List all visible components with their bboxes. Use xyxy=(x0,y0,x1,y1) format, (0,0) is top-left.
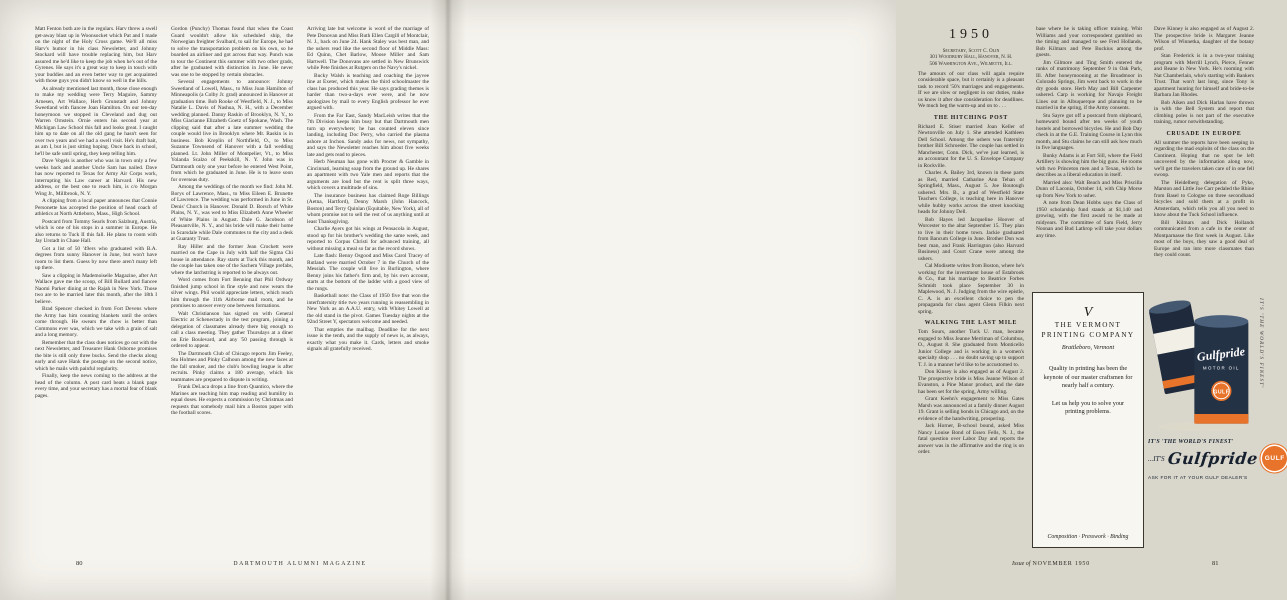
advertiser-city: Brattleboro, Vermont xyxy=(1061,344,1115,351)
section-heading: THE HITCHING POST xyxy=(933,114,1009,121)
paragraph: Bunky Adams is at Fort Sill, where the Field Artillery is showing him the big guns. He rooms with two Princeton men and a Texan, which he describes as a liberal education in itself. xyxy=(1036,152,1142,178)
vertical-slogan: IT'S 'THE WORLD'S FINEST' xyxy=(1258,298,1264,389)
left-page-number: 80 xyxy=(76,560,83,567)
paragraph: The Heidelberg delegation of Pyke, Marston and Little Joe Carr pedaled the Rhine from Basel to Cologne on three secondhand bicycles and sold them at a profit in Amsterdam, which tells you all you need to know about the Tuck School influence. xyxy=(1154,179,1254,218)
paragraph: Word comes from Fort Benning that Phil Ordway finished jump school in fine style and now wears the silver wings. Phil would appreciate letters, which reach him through the 11th Airborne mail room, and he promises to answer every one between formations. xyxy=(171,277,293,309)
paragraph: Matt Fenton both are in the regulars. Harv threw a swell get-away blast up in Woonsocket which Pat and I made on the night of the Holy Cross game. We'll all miss Harv's humor in his class Newsletter, and Johnny Stockard will have trouble replacing him, but Harv assured me he'd like to keep the job when he's out of the Gyrenes. He says it's a great way to keep in touch with your buddies and an even better way to get acquainted with those guys you didn't know so well in the hills. xyxy=(35,26,157,84)
left-column-3 xyxy=(307,26,429,544)
paragraph: Bob Aiken and Dick Harlan have thrown in with the Bell System and report that climbing poles is not part of the executive training, rumor notwithstanding. xyxy=(1154,99,1254,125)
paragraph: Several engagements to announce: Johnny Sweetland of Lowell, Mass., to Miss Joan Hamilton of Minneapolis (a Colby Jr. grad) announced in Hanover at graduation time. Bob Rooke of Westfield, N. J., to Miss Natalie L. Davis of Nashua, N. H., with a December wedding planned. Danny Raskin of Brooklyn, N. Y., to Miss Giacianne Elizabeth Goetz of Spokane, Wash. The clipping said that after a late summer wedding the couple would live in Brooklyn where Mr. Raskin is in business. Bob Kreplin of Northfield, O., to Miss Suzanne Townsend of Hanover with a fall wedding planned. Lt. John Miller of Montpelier, Vt., to Miss Yolanda Scalzo of Peekskill, N. Y. John was in Dartmouth only one year before he entered West Point, from which he graduated in June. He is to leave soon for overseas duty. xyxy=(171,79,293,183)
paragraph: Ray Hiller and the former Jean Crockett were married on the Cape in July with half the Sigma Chi house in attendance. Ray starts at Tuck this month, and the couple has taken one of the Sachem Village prefabs, where the latchstring is reported to be always out. xyxy=(171,243,293,276)
printers-mark-icon: V xyxy=(1083,305,1093,320)
paragraph: Jim Gilmore and Ting Smith entered the ranks of matrimony September 9 in Oak Park, Ill. After honeymooning at the Broadmoor in Colorado Springs, Jim went back to work in the dry goods store. Herb May and Bill Carpenter ushered. Carp is working for Navajo Freight Lines out in Albuquerque and planning to be married in the spring, if the Army consents. xyxy=(1036,59,1142,111)
oil-cans-illustration xyxy=(1150,286,1258,434)
left-page xyxy=(0,0,448,600)
paragraph: Postcard from Tommy Searls from Salzburg, Austria, which is one of his stops in a summer in Europe. He also returns to Tuck II this fall. He plans to room with Jay Urstadt in Chase Hall. xyxy=(35,218,157,244)
its-lead-in: ...IT'S xyxy=(1148,454,1165,463)
paragraph: Cal Modisette writes from Boston, where he's working for the investment house of Estabrook & Co., that his marriage to Beatrice Forbes Schmidt took place September 30 in Maplewood, N. J. Judging from the wire epistle, C. A. is an excellent choice to pen the propaganda for class agent Glenn Filkin next spring. xyxy=(918,263,1024,315)
ad-services-line: Composition · Presswork · Binding xyxy=(1047,534,1129,540)
left-column-2 xyxy=(171,26,293,544)
paragraph: Gordon (Punchy) Thomas found that when the Coast Guard wouldn't allow his scheduled ship, the Norwegian freighter Svalbard, to sail for Europe, he had to solve the transportation problem on his own, so he boarded an airliner and got across that way. Punch was to tour the Continent this summer with two other grads, after he graduated with distinction in June. He never was one to be stopped by certain obstacles. xyxy=(171,26,293,78)
paragraph: The amours of our class will again require considerable space, but it certainly is a pleasant task to record '50's marriages and engagements. If we are slow or negligent in our duties, make us know it after due consideration for deadlines. We much beg the warm-up and on to . . . xyxy=(918,70,1024,110)
paragraph: Married also: Walt Beach and Miss Priscilla Dunn of Laconia, October 14, with Chip Morse up from New York to usher. xyxy=(1036,179,1142,199)
paragraph: Jack Horner, B-school bound, asked Miss Nancy Louise Bond of Essex Fells, N. J., the fatal question over Labor Day and reports the answer was in the affirmative and the ring is on order. xyxy=(918,423,1024,456)
ad-body-text: Quality in printing has been the keynote of our master craftsmen for nearly half a century. xyxy=(1043,365,1133,390)
class-1950-column xyxy=(918,26,1024,546)
advertiser-name: THE VERMONT xyxy=(1054,321,1122,329)
paragraph: Herb Neuman has gone with Procter & Gamble in Cincinnati, learning soap from the ground up. He shares an apartment with two Yale men and reports that the arguments are loud but the rent is split three ways, which covers a multitude of sins. xyxy=(307,159,429,191)
right-page xyxy=(448,0,1285,600)
ad-slogan: IT'S 'THE WORLD'S FINEST' xyxy=(1148,439,1234,445)
paragraph: Don Kinsey is also engaged as of August 2. The prospective bride is Miss Jeanne Wilson of Evanston, a Pine Manor product, and the date has been set for the spring, Army willing. xyxy=(918,369,1024,395)
paragraph: Finally, keep the news coming to the address at the head of the column. A post card beats a blank page every time, and your secretary has a mortal fear of blank pages. xyxy=(35,373,157,399)
section-heading: WALKING THE LAST MILE xyxy=(924,320,1018,327)
paragraph: The insurance business has claimed Roge Billings (Aetna, Hartford), Denny Marsh (John Hancock, Boston) and Terry Quinlan (Equitable, New York), all of whom promise not to sell the rest of us anything until at least Thanksgiving. xyxy=(307,192,429,225)
paragraph: Among the weddings of the month we find: John M. Borys of Lawrence, Mass., to Miss Eileen E. Brunette of Lawrence. The wedding was performed in June in St. Denis' Church in Hanover. Donald D. Borsch of White Plains, N. Y., was wed to Miss Elizabeth Anne Wheeler of White Plains in August. Dale G. Jacobson of Pleasantville, N. Y., and his bride will make their home in Scarsdale while Dale commutes to the city and a desk at Guaranty Trust. xyxy=(171,184,293,242)
paragraph: Arriving late but welcome is word of the marriage of Pete Donovan and Miss Ruth Ellen Cargill of Montclair, N. J., back on June 24. Hank Staley was best man, and the ushers read like the second floor of Middle Mass: Ed Quinn, Chet Barlow, Moose Miller and Sam Hartwell. The Donovans are settled in New Brunswick while Pete finishes at Rutgers on the Navy's nickel. xyxy=(307,26,429,71)
ad-body-text: Let us help you to solve your printing problems. xyxy=(1051,399,1125,416)
paragraph: Saw a clipping in Mademoiselle Magazine, after Art Wallace gave me the scoop, of Bill Bullard and fiancee Naomi Parker dining at the Rajah in New York. Those two are to be married later this month, after the 18th I believe. xyxy=(35,272,157,305)
can-gulf-logo-text: GULF xyxy=(1213,389,1230,396)
right-page-number: 81 xyxy=(1212,560,1219,567)
section-heading: CRUSADE IN EUROPE xyxy=(1166,130,1242,137)
paragraph: Got a list of 50 '49ers who graduated with B.A. degrees from sunny Hanover in June, but won't have room to list them. Guess by now there aren't many left up there. xyxy=(35,245,157,271)
paragraph: Charlie Ayers got his wings at Pensacola in August, stood up for his brother's wedding the same week, and reported to Corpus Christi for advanced training, all without missing a meal so far as the record shows. xyxy=(307,226,429,252)
paragraph: Tom Sours, another Tuck U. man, became engaged to Miss Jeanne Merriman of Columbus, O., August 8. She graduated from Monticello Junior College and is working in a women's specialty shop . . . no doubt saving up to support T. J. in a manner he'd like to be accustomed to. xyxy=(918,329,1024,368)
secretary-line: 301 Woodbury Hall, Hanover, N. H. xyxy=(929,54,1013,61)
right-column-3 xyxy=(1154,26,1254,280)
paragraph: The Dartmouth Club of Chicago reports Jim Feeley, Stu Holmes and Pinky Calhoun among the new faces at the fall smoker, and the club's bowling league is after recruits. Pinky claims a 180 average, which his teammates are prepared to dispute in writing. xyxy=(171,350,293,383)
paragraph: A note from Dean Hobbs says the Class of 1950 scholarship fund stands at $1,140 and growing, with the first award to be made at midyears. The committee of Sam Field, Jerry Noonan and Bud Lathrop will take your dollars any time. xyxy=(1036,200,1142,239)
gulfpride-ad xyxy=(1148,286,1285,552)
advertiser-name: PRINTING COMPANY xyxy=(1041,330,1135,339)
paragraph: Dave Kinney is also engaged as of August 2. The prospective bride is Margaret Jeanne Wilson of Winnetka, daughter of the botany prof. xyxy=(1154,26,1254,52)
left-column-1 xyxy=(35,26,157,544)
paragraph: Grant Keehn's engagement to Miss Gates Marsh was announced at a family dinner August 19. Grant is selling bonds in Chicago and, on the evidence of the handwriting, prospering. xyxy=(918,396,1024,422)
gulf-disc-logo xyxy=(1262,446,1287,471)
paragraph: Charles A. Bailey 3rd, known in these parts as Red, married Catharine Ann Tehan of Springfield, Mass., August 5. Joe Boutough ushered. Mrs. B., a grad of Westfield State Teachers College, is teaching here in Hanover while hubby works across the street knocking heads for Johnny Dell. xyxy=(918,170,1024,216)
paragraph: From the Far East, Sandy MacLeish writes that the 7th Division keeps him busy but that Dartmouth men turn up everywhere; he has counted eleven since landing, including Doc Perry, who carried the plasma ashore at Inchon. Sandy asks for news, not sympathy, and says the Newsletter reaches him about five weeks late and gets read to pieces. xyxy=(307,112,429,158)
paragraph: Brad Spencer checked in from Fort Devens where the Army has him counting blankets until the orders come through. He swears the chow is better than Commons ever was, which we take with a grain of salt and a long memory. xyxy=(35,306,157,338)
gulfpride-script-logo: Gulfpride xyxy=(1167,449,1260,468)
paragraph: Stu Sayre got off a postcard from shipboard, homeward bound after ten weeks of youth hostels and borrowed bicycles. He and Bob Day check in at the G.E. Training Course in Lynn this month, and Stu claims he can still ask how much in five languages. xyxy=(1036,112,1142,151)
right-column-2 xyxy=(1036,26,1142,280)
secretary-line: 506 Washington Ave., Wilmette, Ill. xyxy=(929,60,1013,67)
paragraph: Bucky Walsh is teaching and coaching the jayvee line at Exeter, which makes the third schoolmaster the class has produced this year. He says grading themes is harder than two-a-days ever were, and he now apologizes by mail to every English professor he ever argued with. xyxy=(307,72,429,111)
vermont-printing-ad xyxy=(1032,292,1144,548)
paragraph: Walt Christianson has signed on with General Electric at Schenectady in the test program, joining a delegation of classmates already there big enough to call a class meeting. They gather Thursdays at a diner on Erie Boulevard, and any '50 passing through is ordered to appear. xyxy=(171,310,293,349)
ad-ask-line: ASK FOR IT AT YOUR GULF DEALER'S xyxy=(1148,475,1248,480)
issue-line xyxy=(966,561,1136,567)
paragraph: All summer the reports have been seeping in regarding the mad exploits of the class on the Continent. Hoping that no spot be left uncovered by the information along now, we'll get the travelers taken care of in one fell swoop. xyxy=(1154,139,1254,178)
paragraph: base where he is taking officer training. Whit Williams and your correspondent gambled on the timing and managed to see Fred Hollands, Bob Kilmars and Pete Buckius among the guests. xyxy=(1036,26,1142,58)
paragraph: Bob Hayes led Jacqueline Hoover of Worcester to the altar September 15. They plan to live in their home town. Jackie graduated from Bancum College in June. Brother Don was best man, and Frank Harrington (also Harvard Business) and Court Crane were among the ushers. xyxy=(918,216,1024,262)
paragraph: Basketball note: the Class of 1950 five that won the interfraternity title two years running is reassembling in New York as an A.A.U. entry, with Whitey Lowell at the old stand in the pivot. Games Tuesday nights at the 92nd Street Y, spectators welcome and needed. xyxy=(307,293,429,325)
paragraph: Frank DeLuca drops a line from Quantico, where the Marines are teaching him map reading and humility in equal doses. He expects a commission by Christmas and requests that somebody mail him a Boston paper with the football scores. xyxy=(171,384,293,416)
can-motor-oil-text: MOTOR OIL xyxy=(1202,365,1240,371)
gulf-disc-text: GULF xyxy=(1264,455,1285,462)
can-brand-text: Gulfpride xyxy=(1196,344,1246,364)
paragraph: Richard E. Stiser married Joan Keller of Newtonville on July 1. She attended Kathleen Dell School. Among the ushers was fraternity brother Bill Schroeder. The couple has settled in Manchester, Conn. Dick, we've just learned, is an accountant for the U. S. Envelope Company in Rockville. xyxy=(918,123,1024,169)
paragraph: Remember that the class dues notices go out with the next Newsletter, and Treasurer Hank Osborne promises the bite is still only three bucks. Send the checks along early and save Hank the postage on the second notice, which he mails with painful regularity. xyxy=(35,339,157,372)
issue-prefix: Issue of xyxy=(1011,561,1031,567)
paragraph: As already mentioned last month, those close enough to make my wedding were Terry Maguire, Sammy Arnesen, Art Wallace, Herb Grunstadt and Johnny Sweetland with fiancee Joan Hamilton. On our ten-day honeymoon we stopped in Cleveland and dug out Warren Ornstein. Ornie enters his second year at Michigan Law School this fall and looks great. I caught him up to date on all the old gang he hasn't seen for over two years and we had a swell visit. He's draft bait, as am I, but is just sitting hoping. Once back in school, he'll be safe until spring, they keep telling him. xyxy=(35,85,157,157)
paragraph: Dave Vogels is another who was in town only a few weeks back and another Uncle Sam has nailed. Dave has now reported to Texas for Army Air Corps work, interrupting his Law career at Harvard. His new address, or the best one to reach him, is c/o Morgan Wing Jr., Millbrook, N. Y. xyxy=(35,158,157,197)
secretary-line: Secretary, Scott C. Olin xyxy=(942,48,1000,54)
paragraph: Stan Frederick is in a two-year training program with Merrill Lynch, Pierce, Fenner and Beane in New York. He's rooming with Nat Chamberlain, who's starting with Bankers Trust. That won't last long, since Tony is apartment hunting for himself and bride-to-be Barbara Jan Rhodes. xyxy=(1154,53,1254,98)
paragraph: Bill Kilmars and Dick Hollands communicated from a cafe in the center of Montparnasse the first week in August. Like most of the boys, they saw a good deal of Europe and ran into more classmates than they could count. xyxy=(1154,219,1254,258)
running-title: DARTMOUTH ALUMNI MAGAZINE xyxy=(233,561,367,567)
paragraph: Late flash: Benny Osgood and Miss Carol Tracey of Rutland were married October 7 in the Church of the Messiah. The couple will live in Burlington, where Benny joins his father's firm and, by his own account, starts at the bottom of the ladder with a good view of the rungs. xyxy=(307,253,429,292)
paragraph: A clipping from a local paper announces that Connie Personette has accepted the position of head coach of athletics at North Attleboro, Mass., High School. xyxy=(35,198,157,217)
issue-date: NOVEMBER 1950 xyxy=(1032,561,1091,567)
class-year-heading: 1950 xyxy=(949,27,993,42)
paragraph: That empties the mailbag. Deadline for the next issue is the tenth, and the supply of news is, as always, exactly what you make it. Cards, letters and smoke signals all gratefully received. xyxy=(307,326,429,352)
